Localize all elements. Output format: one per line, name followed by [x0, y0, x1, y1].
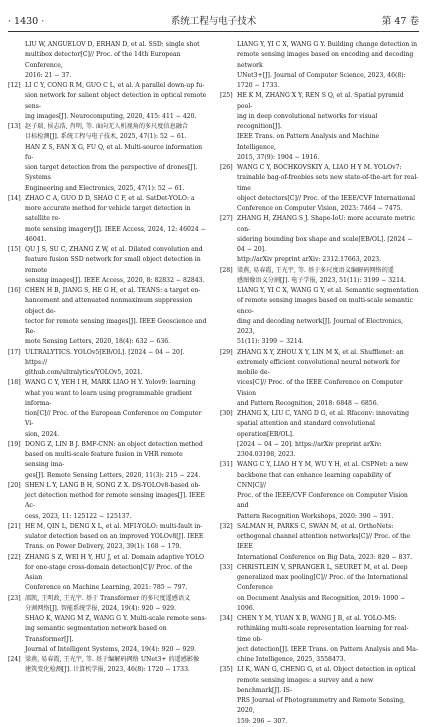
reference-number: [16] — [8, 287, 21, 294]
reference-text: 邵凯, 王明政, 王光宇. 基于 Transformer 的多尺度遥感语义 分割网络[J]. 智能系统学报, 2024, 19(4): 920 − 929. SHAO K, WANG M Z, WANG G Y. Multi-scale remote sens- ing semantic segmentation network based on Transformer[J]. Journal of Intelligent Systems, 2024, 19(4): 920 − 929. — [25, 594, 207, 653]
reference-text: LI C Y, CONG R M, GUO C L, et al. A parallel down-up fu- sion network for salient object detection in optical remote sens- ing images[J]. Neurocomputing, 2020, 415: 411 − 420. — [25, 82, 207, 120]
reference-entry — [8, 440, 207, 481]
reference-number: [33] — [220, 563, 233, 571]
reference-text: CHEN Y M, YUAN X B, WANG J B, et al. YOLO-MS: rethinking multi-scale representation learning for real-time ob- ject detection[J]. IEEE Trans. on Pattern Analysis and Ma- chine Intelligence, 2025, 3558473. — [237, 615, 419, 663]
reference-number: [25] — [220, 92, 233, 100]
reference-number: [14] — [8, 194, 21, 202]
reference-entry — [220, 266, 419, 348]
reference-number: [29] — [220, 348, 233, 356]
reference-entry — [8, 522, 207, 553]
reference-number: [12] — [8, 82, 21, 89]
reference-entry — [220, 348, 419, 410]
reference-entry — [220, 409, 419, 460]
journal-title: 系统工程与电子技术 — [170, 16, 257, 27]
reference-entry — [220, 563, 419, 614]
reference-entry — [8, 245, 207, 286]
reference-number: [24] — [8, 656, 21, 663]
reference-entry — [8, 594, 207, 656]
reference-text: 梁燕, 易春霞, 王光宇, 等. 基于多尺度语义编解码网络的遥 感图像语义分割[J]. 电子学报, 2023, 51(11): 3199 − 3214. LIANG Y, YI C X, WANG G Y, et al. Semantic segmentation of remote sensing images based on multi-scale semantic enco- ding and decoding network[J]. Journal of Electronics, 2023, 51(11): 3199 − 3214. — [237, 266, 419, 346]
reference-number: [27] — [220, 215, 233, 223]
reference-text: ZHAO C A, GUO D D, SHAO C F, et al. SatDet-YOLO: a more accurate method for vehicle target detection in satellite re- mote sensing imagery[J]. IEEE Access, 2024, 12: 46024 − 46041. — [25, 194, 206, 243]
volume-label: 第 47 卷 — [381, 16, 419, 27]
reference-column-left — [8, 40, 207, 676]
reference-number: [19] — [8, 440, 21, 448]
reference-number: [26] — [220, 164, 233, 171]
reference-text: ZHANG X, LIU C, YANG D G, et al. Rfaconv: innovating spatial attention and standard convolutional operation[EB/OL]. [2024 − 04 − 20]. https://arXiv preprint arXiv: 2304.03198, 2023. — [237, 410, 410, 458]
reference-entry — [8, 348, 207, 379]
reference-number: [20] — [8, 481, 21, 489]
reference-entry — [8, 122, 207, 194]
reference-text: ZHANG S Z, WEI H Y, HU J, et al. Domain adaptive YOLO for one-stage cross-domain detection[C]// Proc. of the Asian Conference on Machine Learning, 2021: 785 − 797. — [25, 553, 205, 592]
reference-number: [22] — [8, 553, 21, 561]
reference-number: [18] — [8, 379, 21, 387]
reference-entry — [8, 655, 207, 676]
running-header — [8, 14, 419, 30]
reference-text: ZHANG X Y, ZHOU X Y, LIN M X, et al. Shufflenet: an extremely efficient convolutional neural network for mobile de- vices[C]// Proc. of the IEEE Conference on Computer Vision and Pattern Recognition, 2018: 6848 − 6856. — [237, 348, 404, 407]
reference-text: HE K M, ZHANG X Y, REN S Q, et al. Spatial pyramid pool- ing in deep convolutional networks for visual recognition[J]. IEEE Trans. on Pattern Analysis and Machine Intelligence, 2015, 37(9): 1904 − 1916. — [237, 92, 404, 161]
reference-text: LIU W, ANGUELOV D, ERHAN D, et al. SSD: single shot multibox detector[C]// Proc. of the 14th European Conference, 2016: 21 − 37. — [25, 41, 200, 79]
reference-number: [30] — [220, 410, 233, 417]
reference-entry — [220, 522, 419, 563]
header-rule — [8, 31, 419, 32]
reference-text: CHRISTLEIN V, SPRANGER L, SEURET M, et al. Deep generalized max pooling[C]// Proc. of the International Conference on Document Analysis and Recognition, 2019: 1090 − 1096. — [237, 563, 408, 612]
reference-entry — [8, 286, 207, 348]
reference-text: QU J S, SU C, ZHANG Z W, et al. Dilated convolution and feature fusion SSD network for small object detection in remote sensing images[J]. IEEE Access, 2020, 8: 82832 − 82843. — [25, 246, 205, 284]
reference-entry — [220, 91, 419, 163]
reference-entry — [220, 40, 419, 91]
reference-number: [34] — [220, 615, 233, 622]
reference-column-right — [220, 40, 419, 727]
reference-text: DONG Z, LIN B J. BMF-CNN: an object detection method based on multi-scale feature fusion in VHR remote sensing ima- ges[J]. Remote Sensing Letters, 2020, 11(3): 215 − 224. — [25, 440, 203, 479]
reference-text: LIANG Y, YI C X, WANG G Y. Building change detection in remote sensing images based on encoding and decoding network UNet3+[J]. Journal of Computer Science, 2023, 46(8): 1720 − 1733. — [237, 41, 418, 89]
reference-entry — [8, 194, 207, 245]
reference-text: WANG C Y, LIAO H Y M, WU Y H, et al. CSPNet: a new backbone that can enhance learning capability of CNN[C]// Proc. of the IEEE/CVF Conference on Computer Vision and Pattern Recognition Workshops, 2020: 390 − 391. — [237, 461, 409, 520]
reference-entry — [8, 481, 207, 522]
reference-entry — [220, 214, 419, 265]
reference-number: [15] — [8, 246, 21, 253]
reference-text: WANG C Y, BOCHKOVSKIY A, LIAO H Y M. YOLOv7: trainable bag-of-freebies sets new state-of-the-art for real-time object detectors[C]// Proc. of the IEEE/CVF International Conference on Computer Vision, 2023: 7464 − 7475. — [237, 164, 419, 212]
reference-number: [17] — [8, 348, 21, 356]
reference-entry — [8, 40, 207, 81]
reference-number: [32] — [220, 522, 233, 530]
reference-number: [21] — [8, 522, 21, 530]
reference-text: LI K, WAN G, CHENG G, et al. Object detection in optical remote sensing images: a survey and a new benchmark[J]. IS- PRS Journal of Photogrammetry and Remote Sensing, 2020, 159: 296 − 307. — [237, 666, 416, 725]
reference-entry — [220, 460, 419, 522]
reference-entry — [8, 378, 207, 440]
reference-text: HE M, QIN L, DENG X L, et al. MFI-YOLO: multi-fault in- sulator detection based on an improved YOLOv8[J]. IEEE Trans. on Power Delivery, 2023, 39(1): 168 − 179. — [25, 522, 204, 551]
reference-text: SALMAN H, PARKS C, SWAN M, et al. OrthoNets: orthogonal channel attention networks[C]// Proc. of the IEEE International Conference on Big Data, 2023: 829 − 837. — [237, 522, 413, 561]
reference-entry — [220, 665, 419, 727]
reference-number: [31] — [220, 461, 233, 469]
reference-entry — [8, 553, 207, 594]
page-number: · 1430 · — [8, 16, 45, 27]
reference-number: [23] — [8, 594, 21, 602]
reference-text: 梁燕, 易春霞, 王光宇, 等. 基于编解码网络 UNet3+ 的遥感影像 建筑变化检测[J]. 计算机学报, 2023, 46(8): 1720 − 1733. — [25, 656, 200, 674]
reference-text: WANG C Y, YEH I H, MARK LIAO H Y. Yolov9: learning what you want to learn using programmable gradient informa- tion[C]// Proc. of the European Conference on Computer Vi- sion, 2024. — [25, 379, 202, 438]
reference-number: [13] — [8, 123, 21, 130]
reference-text: 赵子瑞, 侯志浩, 肖明, 等. 面向无人机视角的多尺度信息融合 目标检测[J]. 系统工程与电子技术, 2025, 47(1): 52 − 61. HAN Z S, FAN X G, FU Q, et al. Multi-source information fu- sion target detection from the perspective of drones[J]. Systems Engineering and Electronics, 2025, 47(1): 52 − 61. — [25, 123, 203, 192]
reference-text: ZHANG H, ZHANG S J. Shape-IoU: more accurate metric con- sidering bounding box shape and scale[EB/OL]. [2024 − 04 − 20]. http://arXiv preprint arXiv: 2312.17663, 2023. — [237, 215, 415, 264]
reference-text: SHEN L Y, LANG B H, SONG Z X. DS-YOLOv8-based ob- ject detection method for remote sensing images[J]. IEEE Ac- cess, 2023, 11: 125122 − 125137. — [25, 481, 205, 520]
reference-entry — [220, 614, 419, 665]
reference-text: ULTRALYTICS. YOLOv5[EB/OL]. [2024 − 04 − 20]. https:// github.com/ultralytics/YOLOv5, 2021. — [25, 348, 185, 376]
reference-number: [35] — [220, 666, 233, 674]
reference-text: CHEN H B, JIANG S, HE G H, et al. TEANS: a target en- hancement and attenuated nonmaximum suppression object de- tector for remote sensing images[J]. IEEE Geoscience and Re- mote Sensing Letters, 2020, 18(4): 632 − 636. — [25, 287, 207, 346]
reference-entry — [8, 81, 207, 122]
reference-entry — [220, 163, 419, 214]
reference-number: [28] — [220, 266, 233, 274]
